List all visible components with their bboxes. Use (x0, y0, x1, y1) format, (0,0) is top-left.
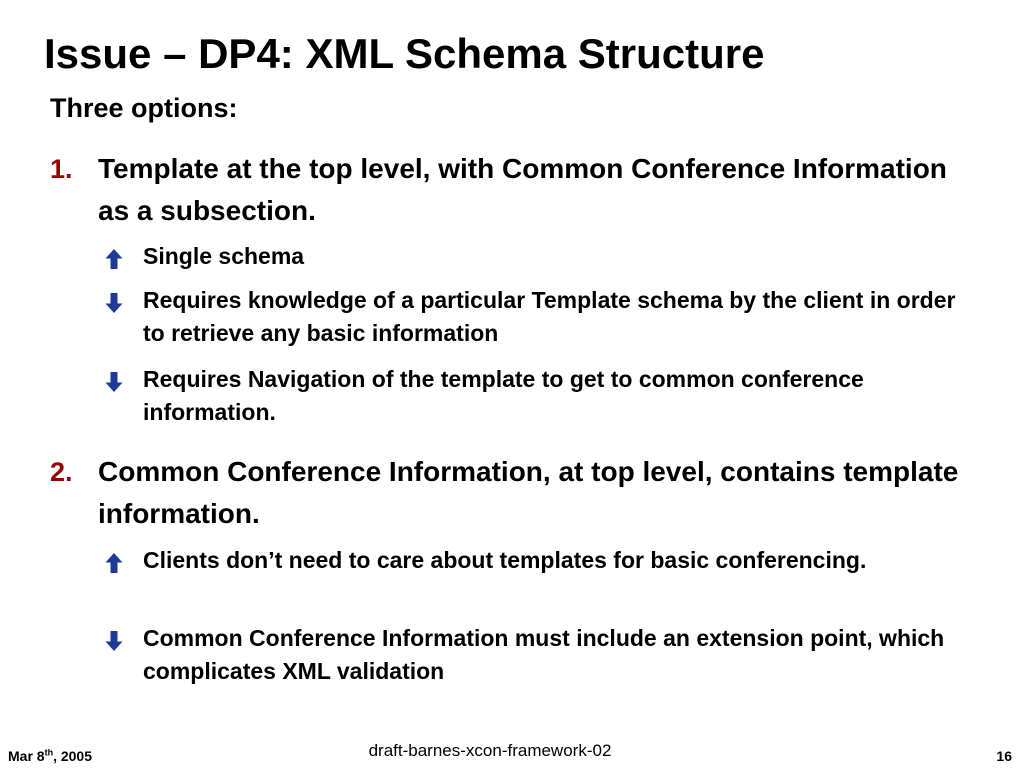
bullet-text: Requires Navigation of the template to get to common conference information. (143, 366, 864, 425)
footer-date-prefix: Mar 8 (8, 748, 45, 764)
footer-draft-name: draft-barnes-xcon-framework-02 (368, 741, 612, 760)
slide-subtitle: Three options: (50, 93, 238, 123)
arrow-down-icon (104, 630, 124, 652)
footer-date-suffix: , 2005 (53, 748, 93, 764)
arrow-up-icon (104, 248, 124, 270)
option-number: 1. (50, 154, 73, 184)
slide-title: Issue – DP4: XML Schema Structure (44, 30, 765, 77)
arrow-up-icon (104, 552, 124, 574)
option-text: Common Conference Information, at top level, contains template information. (98, 456, 959, 529)
bullet-text: Single schema (143, 243, 305, 269)
bullet-text: Requires knowledge of a particular Template schema by the client in order to retrieve any basic information (143, 287, 956, 346)
arrow-down-icon (104, 371, 124, 393)
footer-date-sup: th (44, 747, 54, 758)
option-text: Template at the top level, with Common Conference Information as a subsection. (98, 153, 947, 226)
option-number: 2. (50, 457, 73, 487)
bullet-text: Common Conference Information must include an extension point, which complicates XML validation (143, 625, 945, 684)
bullet-text: Clients don’t need to care about templates for basic conferencing. (143, 547, 867, 573)
page-number: 16 (996, 748, 1012, 764)
arrow-down-icon (104, 292, 124, 314)
